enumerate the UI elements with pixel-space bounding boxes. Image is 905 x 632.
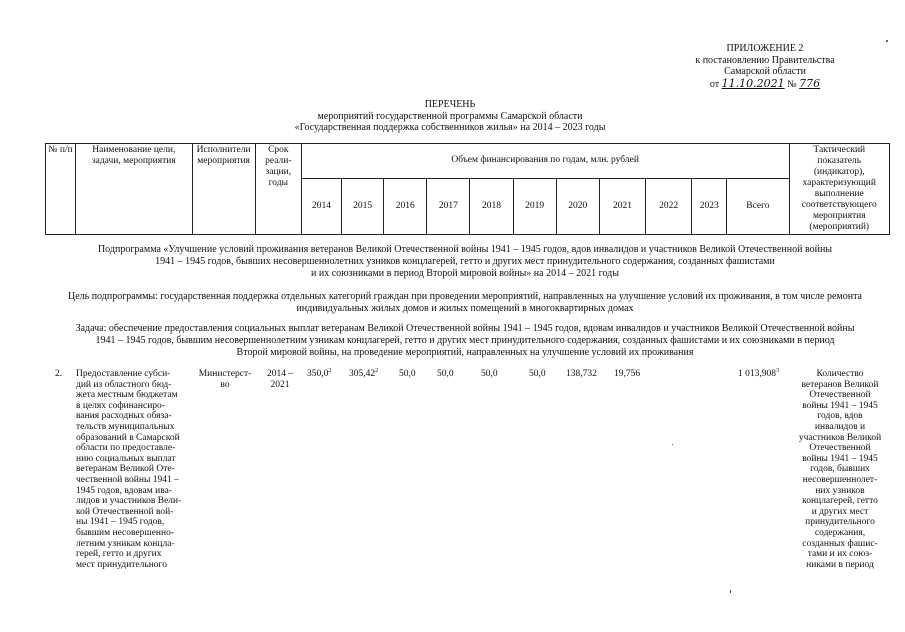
appendix-date-line (640, 78, 890, 91)
header-year-2019: 2019 (513, 178, 556, 234)
header-year-2018: 2018 (470, 178, 513, 234)
task-text (40, 323, 890, 358)
subprogram-line-1: Подпрограмма «Улучшение условий проживания ветеранов Великой Отечественной войны 1941 – 1945 годов, вдов инвалидов и участников Великой Отечественной войны (97, 244, 833, 255)
row-name-line: 1945 годов, вдовам ива- (76, 485, 172, 496)
row-name (76, 369, 194, 570)
row-term (258, 369, 302, 390)
header-year-2017: 2017 (427, 178, 470, 234)
header-table (45, 143, 890, 235)
row-name-line: жета местным бюджетам (76, 390, 178, 401)
row-name-line: ветеранам Великой Оте- (76, 464, 175, 475)
value-total (738, 369, 779, 380)
row-name-line: вания расходных обяза- (76, 411, 172, 422)
value-2015-text: 305,42 (349, 369, 376, 379)
row-name-line: дий из областного бюд- (76, 379, 172, 390)
footnote-total: 3 (776, 367, 779, 374)
subprogram-text (40, 244, 890, 279)
row-name-line: чественной войны 1941 – (76, 474, 179, 485)
row-indicator-line: содержания, (814, 527, 866, 538)
value-total-text: 1 013,908 (738, 369, 776, 379)
row-indicator-line: ветеранов Великой (801, 379, 879, 390)
row-name-line: летним узникам концла- (76, 538, 175, 549)
goal-line-1: Цель подпрограммы: государственная поддержка отдельных категорий граждан при проведении мероприятий, направленных на улучшение условий их проживания, в том числе ремонта (67, 291, 862, 302)
date-value: 11.10.2021 (721, 76, 785, 90)
header-year-2023: 2023 (692, 178, 727, 234)
row-indicator-line: участников Великой (798, 432, 882, 443)
value-2015 (349, 369, 378, 380)
header-year-2022: 2022 (646, 178, 692, 234)
row-indicator-line: войны 1941 – 1945 (802, 453, 878, 464)
title-main: ПЕРЕЧЕНЬ (424, 99, 476, 110)
row-indicator-line: никами в период (806, 559, 874, 570)
header-year-2014: 2014 (301, 178, 341, 234)
number-value: 776 (799, 76, 821, 90)
row-name-line: ны 1941 – 1945 годов, (76, 517, 165, 528)
header-executors: Исполнители мероприятия (192, 144, 255, 235)
appendix-title: ПРИЛОЖЕНИЕ 2 (726, 43, 804, 54)
row-name-line: тельств муниципальных (76, 421, 175, 432)
value-2014-text: 350,0 (307, 369, 329, 379)
appendix-block (640, 43, 890, 90)
row-indicator-line: тами и их союз- (807, 549, 873, 560)
value-2017: 50,0 (437, 369, 454, 379)
value-2018: 50,0 (481, 369, 498, 379)
row-executor-line: во (220, 379, 230, 390)
row-indicator-line: созданных фашис- (802, 538, 878, 549)
row-indicator-line: годов, бывших (810, 464, 870, 475)
task-line-2: 1941 – 1945 годов, бывшим несовершеннолетним узникам концлагерей, гетто и других мест принудительного содержания, созданных фашистами и их союзниками в период (95, 334, 835, 346)
header-indicator: Тактический показатель (индикатор), характеризующий выполнение соответствующего мероприятия (мероприятий) (789, 144, 890, 235)
row-name-line: образований в Самарской (76, 432, 180, 443)
scan-speck (886, 40, 888, 42)
row-indicator-line: концлагерей, гетто (802, 496, 878, 507)
task-line-3: Второй мировой войны, на проведение мероприятий, направленных на улучшение условий их проживания (236, 346, 694, 358)
header-funding: Объем финансирования по годам, млн. рублей (301, 144, 789, 179)
value-2014 (307, 369, 331, 380)
header-year-2021: 2021 (599, 178, 645, 234)
row-term-line: 2014 – (266, 369, 294, 379)
value-2021: 19,756 (614, 369, 641, 379)
value-2019: 50,0 (529, 369, 546, 379)
row-name-line: бывшим несовершенно- (76, 527, 175, 538)
row-name-line: мест принудительного (76, 559, 167, 570)
row-number: 2. (55, 369, 63, 379)
goal-line-2: индивидуальных жилых домов и жилых помещений в многоквартирных домах (296, 302, 634, 314)
subprogram-line-2: 1941 – 1945 годов, бывших несовершеннолетних узников концлагерей, гетто и других мест принудительного содержания, созданных фашистами (155, 255, 775, 267)
footnote-2015: 2 (375, 367, 379, 374)
row-name-line: области по предоставле- (76, 443, 176, 454)
goal-text (40, 291, 890, 315)
row-executor-line: Министерст- (198, 369, 252, 379)
subprogram-line-3: и их союзниками в период Второй мировой войны» на 2014 – 2021 годы (311, 267, 619, 279)
row-indicator-line: войны 1941 – 1945 (802, 400, 878, 411)
row-name-line: герей, гетто и других (76, 549, 162, 560)
value-2020: 138,732 (566, 369, 597, 379)
date-prefix: от (709, 78, 720, 90)
row-indicator-line: несовершеннолет- (802, 474, 878, 485)
scan-speck (672, 444, 673, 445)
header-year-2016: 2016 (384, 178, 427, 234)
row-indicator-line: Отечественной (809, 443, 871, 454)
row-indicator-line: годов, вдов (817, 411, 863, 422)
appendix-subtitle: к постановлению Правительства (695, 54, 835, 66)
header-term: Срок реали-зации, годы (255, 144, 301, 235)
header-year-2020: 2020 (556, 178, 599, 234)
row-name-line: лидов и участников Вели- (76, 496, 182, 507)
number-prefix: № (787, 78, 797, 90)
header-name: Наименование цели, задачи, мероприятия (76, 144, 192, 235)
row-indicator-line: них узников (815, 485, 865, 496)
row-name-line: кой Отечественной вой- (76, 506, 174, 517)
row-term-line: 2021 (270, 379, 290, 390)
scan-speck (730, 590, 731, 593)
title-sub: мероприятий государственной программы Самарской области (317, 110, 583, 122)
header-year-2015: 2015 (342, 178, 384, 234)
row-indicator-line: и других мест (811, 506, 869, 517)
row-indicator (788, 369, 892, 570)
row-indicator-line: Отечественной (809, 390, 871, 401)
header-num: № п/п (46, 144, 76, 235)
document-title (200, 99, 700, 134)
row-executor (194, 369, 256, 390)
value-2016: 50,0 (399, 369, 416, 379)
row-name-line: в целях софинансиро- (76, 400, 165, 411)
title-program: «Государственная поддержка собственников жилья» на 2014 – 2023 годы (294, 122, 606, 133)
row-name-line: нию социальных выплат (76, 453, 176, 464)
row-indicator-line: Количество (816, 369, 864, 379)
row-indicator-line: принудительного (805, 517, 875, 528)
task-line-1: Задача: обеспечение предоставления социальных выплат ветеранам Великой Отечественной войны 1941 – 1945 годов, вдовам инвалидов и участников Великой Отечественной войны (75, 323, 855, 334)
appendix-region: Самарской области (724, 66, 806, 77)
header-total: Всего (727, 178, 789, 234)
footnote-2014: 2 (328, 367, 332, 374)
row-name-line: Предоставление субси- (76, 369, 171, 379)
row-indicator-line: инвалидов и (814, 421, 866, 432)
